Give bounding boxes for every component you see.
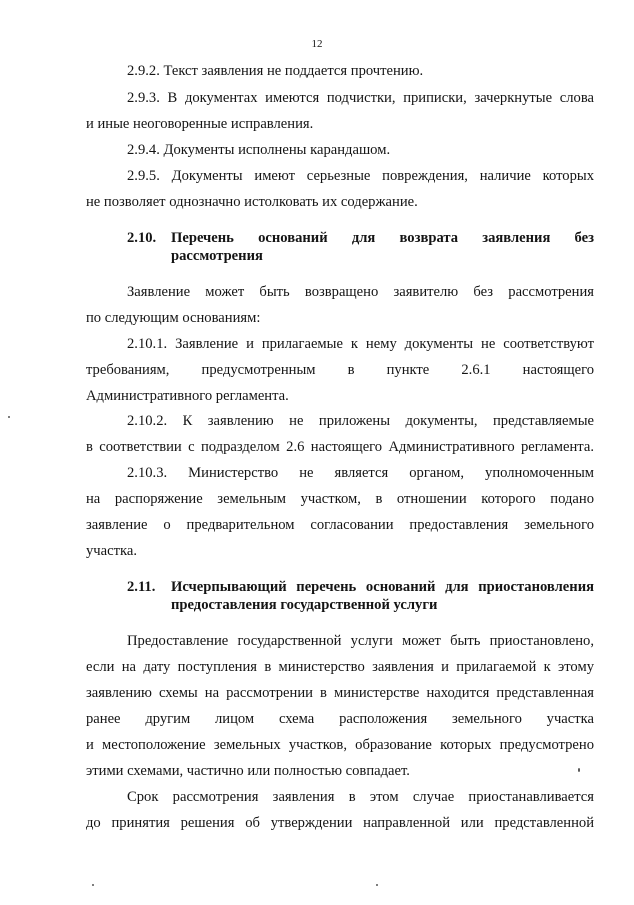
page-number: 12: [311, 38, 323, 50]
scan-mark: [92, 884, 94, 886]
item-2-9-3-line2: и иные неоговоренные исправления.: [86, 116, 314, 132]
section-2-10-title-line2: рассмотрения: [171, 248, 263, 264]
item-2-10-2-line2: в соответствии с подразделом 2.6 настоящего Административного регламента.: [86, 439, 594, 455]
section-2-11-number: 2.11.: [127, 579, 156, 595]
scan-mark: [376, 884, 378, 886]
item-2-9-5-line1: 2.9.5. Документы имеют серьезные повреждения, наличие которых: [127, 168, 594, 184]
item-2-9-4: 2.9.4. Документы исполнены карандашом.: [127, 142, 391, 158]
item-2-9-3-line1: 2.9.3. В документах имеются подчистки, приписки, зачеркнутые слова: [127, 90, 594, 106]
item-2-10-3-line2: на распоряжение земельным участком, в отношении которого подано: [86, 491, 594, 507]
section-2-10-intro-line2: по следующим основаниям:: [86, 310, 261, 326]
item-2-10-3-line4: участка.: [86, 543, 137, 559]
section-2-11-p1-line3: заявлению схемы на рассмотрении в министерстве находится представленная: [86, 685, 594, 701]
item-2-10-1-line2: требованиям, предусмотренным в пункте 2.6.1 настоящего: [86, 362, 594, 378]
section-2-10-heading: [127, 229, 594, 265]
scan-mark: [578, 768, 580, 772]
item-2-10-3-line3: заявление о предварительном согласовании предоставления земельного: [86, 517, 594, 533]
section-2-10-title-line1: Перечень оснований для возврата заявления без: [171, 230, 594, 246]
item-2-10-1-line3: Административного регламента.: [86, 388, 289, 404]
item-2-10-1-line1: 2.10.1. Заявление и прилагаемые к нему документы не соответствуют: [127, 336, 594, 352]
item-2-10-2-line1: 2.10.2. К заявлению не приложены документы, представляемые: [127, 413, 594, 429]
section-2-10-number: 2.10.: [127, 230, 157, 246]
section-2-11-p2-line1: Срок рассмотрения заявления в этом случае приостанавливается: [127, 789, 594, 805]
item-2-9-2: 2.9.2. Текст заявления не поддается прочтению.: [127, 63, 424, 79]
section-2-11-p1-line6: этими схемами, частично или полностью совпадает.: [86, 763, 410, 779]
section-2-11-heading: [127, 578, 594, 614]
section-2-11-p1-line1: Предоставление государственной услуги может быть приостановлено,: [127, 633, 594, 649]
section-2-11-p1-line5: и местоположение земельных участков, образование которых предусмотрено: [86, 737, 594, 753]
section-2-11-p2-line2: до принятия решения об утверждении направленной или представленной: [86, 815, 594, 831]
section-2-11-title-line2: предоставления государственной услуги: [171, 597, 438, 613]
item-2-10-3-line1: 2.10.3. Министерство не является органом, уполномоченным: [127, 465, 594, 481]
section-2-11-title-line1: Исчерпывающий перечень оснований для приостановления: [171, 579, 594, 595]
item-2-9-5-line2: не позволяет однозначно истолковать их содержание.: [86, 194, 418, 210]
scan-mark: [8, 416, 10, 418]
section-2-11-p1-line4: ранее другим лицом схема расположения земельного участка: [86, 711, 594, 727]
section-2-10-intro-line1: Заявление может быть возвращено заявителю без рассмотрения: [127, 284, 594, 300]
section-2-11-p1-line2: если на дату поступления в министерство заявления и прилагаемой к этому: [86, 659, 594, 675]
